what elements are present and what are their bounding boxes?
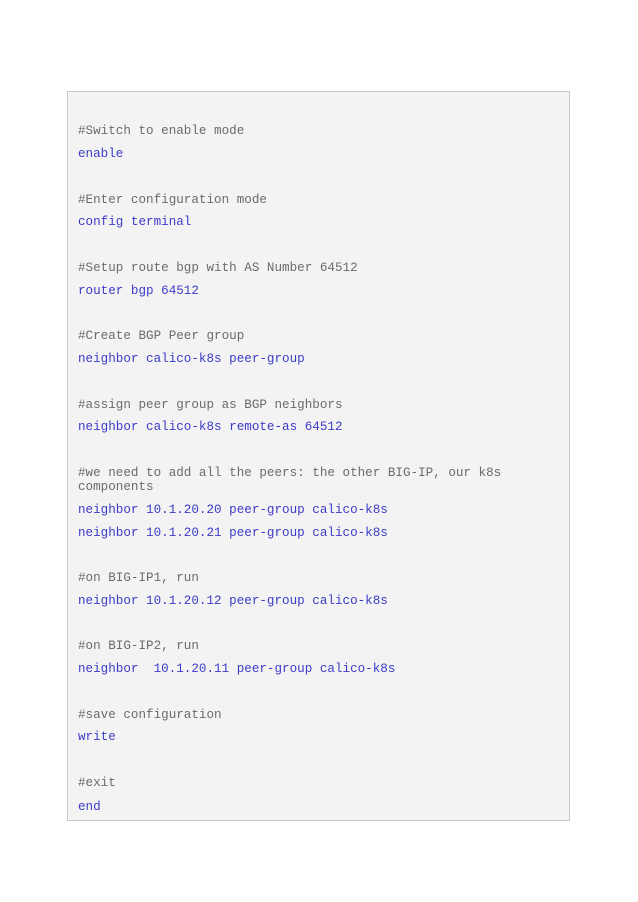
code-comment: #Switch to enable mode bbox=[78, 124, 245, 138]
code-command: neighbor 10.1.20.21 peer-group calico-k8s bbox=[78, 526, 388, 540]
code-command: config terminal bbox=[78, 215, 192, 229]
code-command: neighbor 10.1.20.20 peer-group calico-k8s bbox=[78, 503, 388, 517]
code-comment: #exit bbox=[78, 776, 116, 790]
code-comment: components bbox=[78, 480, 154, 494]
code-command: end bbox=[78, 800, 101, 814]
code-block bbox=[67, 91, 570, 821]
code-comment: #we need to add all the peers: the other BIG-IP, our k8s bbox=[78, 466, 502, 480]
code-command: neighbor calico-k8s peer-group bbox=[78, 352, 305, 366]
code-comment: #Create BGP Peer group bbox=[78, 329, 245, 343]
code-comment: #assign peer group as BGP neighbors bbox=[78, 398, 343, 412]
code-command: neighbor 10.1.20.11 peer-group calico-k8s bbox=[78, 662, 396, 676]
code-command: router bgp 64512 bbox=[78, 284, 199, 298]
code-comment: #on BIG-IP1, run bbox=[78, 571, 199, 585]
code-command: write bbox=[78, 730, 116, 744]
code-comment: #Setup route bgp with AS Number 64512 bbox=[78, 261, 358, 275]
code-command: neighbor calico-k8s remote-as 64512 bbox=[78, 420, 343, 434]
code-command: neighbor 10.1.20.12 peer-group calico-k8s bbox=[78, 594, 388, 608]
code-command: enable bbox=[78, 147, 124, 161]
code-comment: #Enter configuration mode bbox=[78, 193, 267, 207]
code-comment: #save configuration bbox=[78, 708, 222, 722]
code-comment: #on BIG-IP2, run bbox=[78, 639, 199, 653]
